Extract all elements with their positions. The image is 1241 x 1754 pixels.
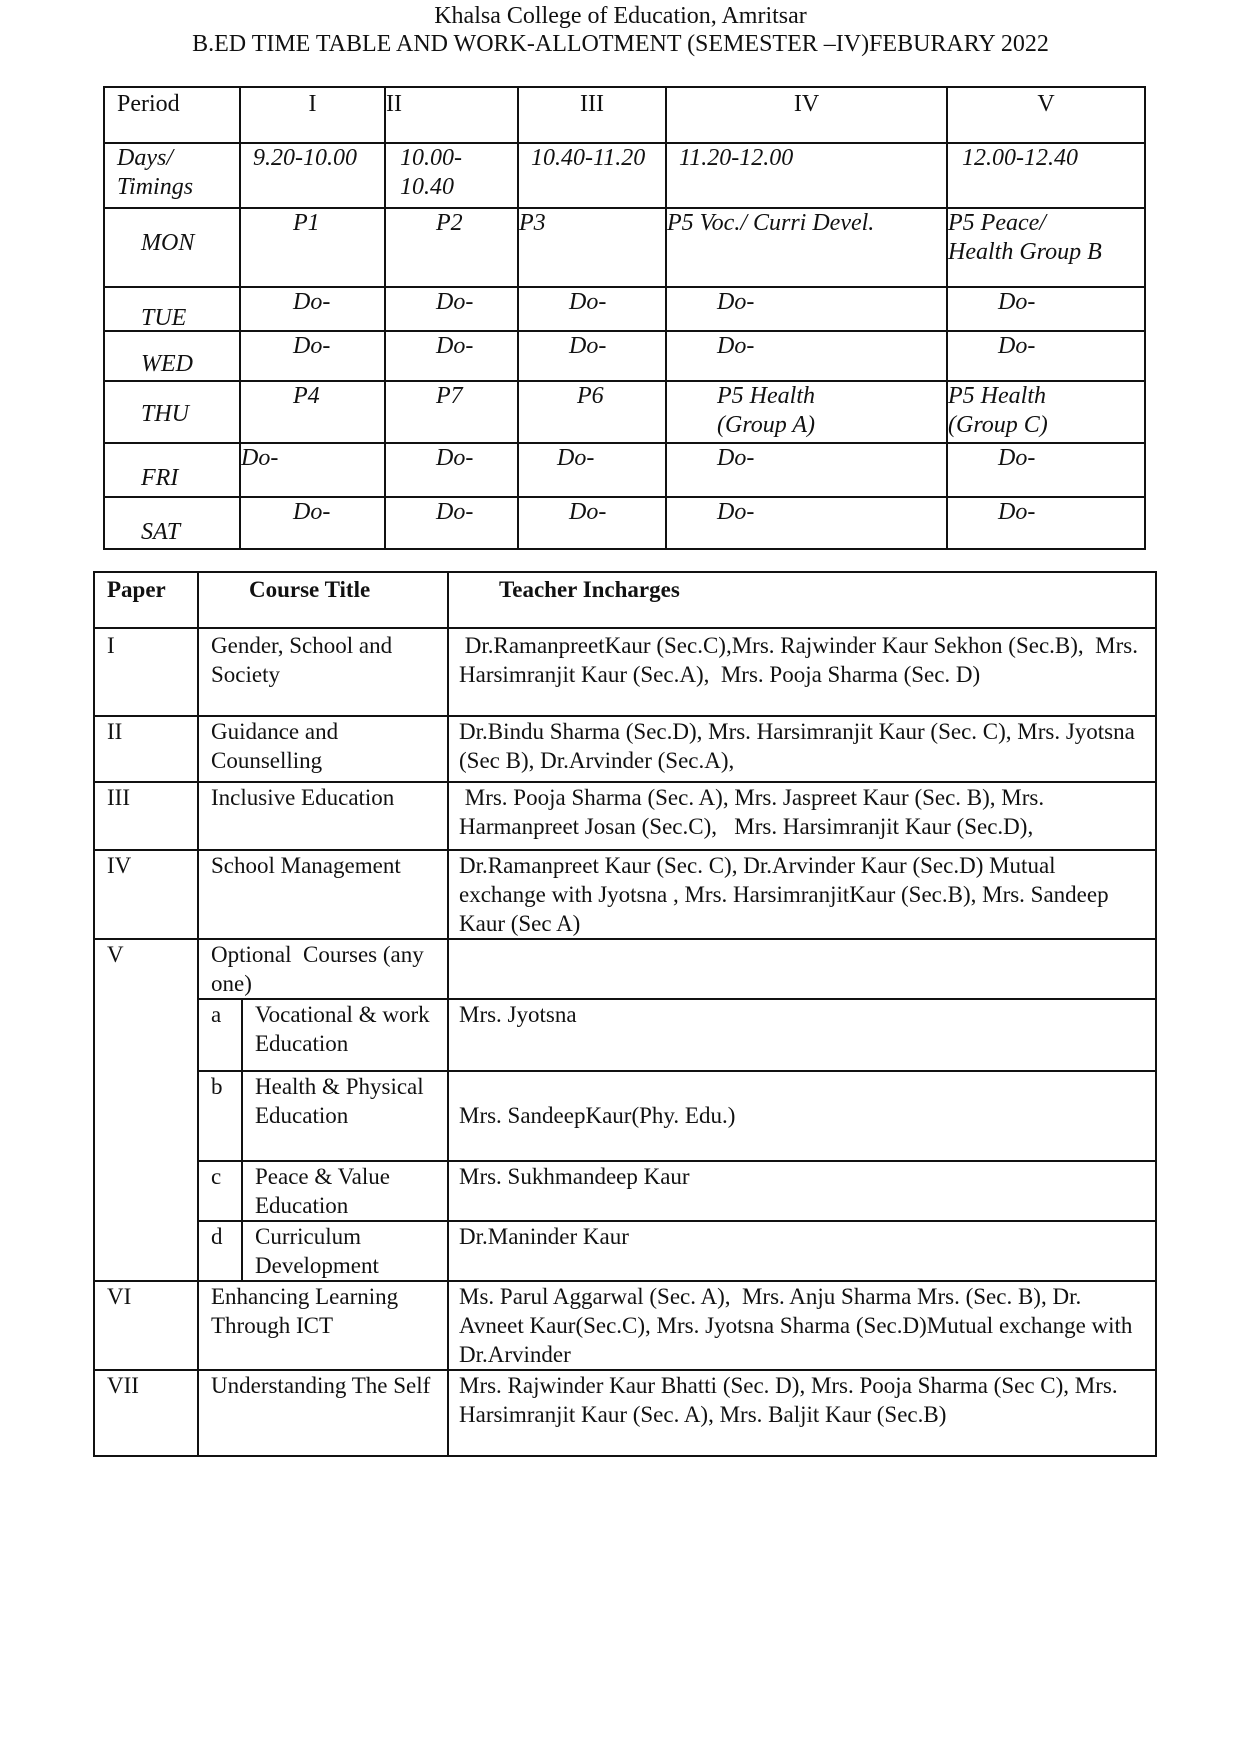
mon-p5-line1: P5 Peace/	[948, 210, 1046, 236]
paper-number: VII	[94, 1370, 198, 1456]
fri-p4: Do-	[666, 443, 947, 497]
period-v: V	[947, 87, 1145, 143]
period-i: I	[240, 87, 385, 143]
teacher-incharges: Dr.RamanpreetKaur (Sec.C),Mrs. Rajwinder Kaur Sekhon (Sec.B), Mrs. Harsimranjit Kaur (Sec.A), Mrs. Pooja Sharma (Sec. D)	[448, 628, 1156, 716]
option-letter: d	[199, 1222, 243, 1280]
timetable	[103, 86, 1146, 550]
row-wed	[104, 331, 1145, 381]
course-title: Guidance and Counselling	[198, 716, 448, 782]
paper-number: V	[94, 939, 198, 1281]
paper-number: IV	[94, 850, 198, 939]
wed-p5: Do-	[947, 331, 1145, 381]
teacher-incharges: Ms. Parul Aggarwal (Sec. A), Mrs. Anju Sharma Mrs. (Sec. B), Dr. Avneet Kaur(Sec.C), Mrs. Jyotsna Sharma (Sec.D)Mutual exchange with Dr.Arvinder	[448, 1281, 1156, 1370]
day-label: SAT	[104, 497, 240, 549]
document-title: B.ED TIME TABLE AND WORK-ALLOTMENT (SEMESTER –IV)FEBURARY 2022	[192, 31, 1049, 57]
row-thu	[104, 381, 1145, 443]
timing-3: 10.40-11.20	[518, 143, 666, 208]
timing-2-line1: 10.00-	[400, 145, 462, 171]
course-title: Inclusive Education	[198, 782, 448, 850]
optional-courses-block	[198, 939, 1156, 1281]
mon-p2: P2	[385, 208, 518, 287]
sat-p3: Do-	[518, 497, 666, 549]
teacher-incharges-header: Teacher Incharges	[448, 572, 1156, 628]
tue-p2: Do-	[385, 287, 518, 331]
optional-heading-row	[199, 940, 1155, 998]
course-title: Understanding The Self	[198, 1370, 448, 1456]
mon-p4: P5 Voc./ Curri Devel.	[666, 208, 947, 287]
tue-p1: Do-	[240, 287, 385, 331]
fri-p1: Do-	[240, 443, 385, 497]
sat-p2: Do-	[385, 497, 518, 549]
mon-p5	[947, 208, 1145, 287]
tue-p5: Do-	[947, 287, 1145, 331]
wed-p3: Do-	[518, 331, 666, 381]
wed-p1: Do-	[240, 331, 385, 381]
timings-label: Timings	[117, 174, 194, 200]
course-title-header: Course Title	[198, 572, 448, 628]
fri-p3: Do-	[518, 443, 666, 497]
thu-p5-line2: (Group C)	[948, 412, 1048, 438]
timing-4: 11.20-12.00	[666, 143, 947, 208]
tue-p3: Do-	[518, 287, 666, 331]
tue-p4: Do-	[666, 287, 947, 331]
timing-5: 12.00-12.40	[947, 143, 1145, 208]
work-allotment-table	[93, 571, 1157, 1457]
fri-p2: Do-	[385, 443, 518, 497]
day-label: FRI	[104, 443, 240, 497]
row-tue	[104, 287, 1145, 331]
paper-number: VI	[94, 1281, 198, 1370]
paper-number: III	[94, 782, 198, 850]
allotment-row	[94, 628, 1156, 716]
teacher-incharges: Dr.Ramanpreet Kaur (Sec. C), Dr.Arvinder Kaur (Sec.D) Mutual exchange with Jyotsna , Mrs. HarsimranjitKaur (Sec.B), Mrs. Sandeep Kaur (Sec A)	[448, 850, 1156, 939]
thu-p2: P7	[385, 381, 518, 443]
timing-1: 9.20-10.00	[240, 143, 385, 208]
allotment-header-row	[94, 572, 1156, 628]
allotment-row	[94, 1281, 1156, 1370]
course-title: Enhancing Learning Through ICT	[198, 1281, 448, 1370]
period-label: Period	[104, 87, 240, 143]
thu-p1: P4	[240, 381, 385, 443]
wed-p4: Do-	[666, 331, 947, 381]
timings-row	[104, 143, 1145, 208]
sat-p4: Do-	[666, 497, 947, 549]
option-teacher: Dr.Maninder Kaur	[459, 1224, 629, 1249]
mon-p5-line2: Health Group B	[948, 239, 1102, 265]
paper-number: I	[94, 628, 198, 716]
teacher-incharges: Mrs. Rajwinder Kaur Bhatti (Sec. D), Mrs. Pooja Sharma (Sec C), Mrs. Harsimranjit Kaur (Sec. A), Mrs. Baljit Kaur (Sec.B)	[448, 1370, 1156, 1456]
mon-p3: P3	[518, 208, 666, 287]
allotment-row-optional	[94, 939, 1156, 1281]
option-letter: c	[199, 1162, 243, 1220]
optional-course-c	[199, 1160, 1155, 1220]
thu-p5	[947, 381, 1145, 443]
allotment-row	[94, 850, 1156, 939]
option-course: Health & Physical Education	[255, 1074, 424, 1128]
sat-p5: Do-	[947, 497, 1145, 549]
period-iv: IV	[666, 87, 947, 143]
college-name: Khalsa College of Education, Amritsar	[434, 3, 807, 29]
thu-p3: P6	[518, 381, 666, 443]
option-course: Peace & Value Education	[255, 1164, 390, 1218]
row-fri	[104, 443, 1145, 497]
teacher-incharges: Dr.Bindu Sharma (Sec.D), Mrs. Harsimranjit Kaur (Sec. C), Mrs. Jyotsna (Sec B), Dr.Arvinder (Sec.A),	[448, 716, 1156, 782]
teacher-incharges: Mrs. Pooja Sharma (Sec. A), Mrs. Jaspreet Kaur (Sec. B), Mrs. Harmanpreet Josan (Sec.C), Mrs. Harsimranjit Kaur (Sec.D),	[448, 782, 1156, 850]
row-sat	[104, 497, 1145, 549]
timing-2-line2: 10.40	[400, 174, 454, 200]
days-label: Days/	[117, 145, 173, 171]
mon-p1: P1	[240, 208, 385, 287]
course-title: Gender, School and Society	[198, 628, 448, 716]
days-timings-label	[104, 143, 240, 208]
period-ii: II	[385, 87, 518, 143]
thu-p5-line1: P5 Health	[948, 383, 1046, 409]
option-letter: a	[199, 1000, 243, 1070]
option-course: Curriculum Development	[255, 1224, 379, 1278]
optional-course-a	[199, 998, 1155, 1070]
course-title: School Management	[198, 850, 448, 939]
thu-p4-line1: P5 Health	[717, 383, 815, 409]
optional-heading: Optional Courses (any one)	[199, 940, 449, 998]
period-iii: III	[518, 87, 666, 143]
allotment-row	[94, 782, 1156, 850]
day-label: MON	[104, 208, 240, 287]
option-teacher: Mrs. Jyotsna	[459, 1002, 577, 1027]
day-label: TUE	[104, 287, 240, 331]
period-row	[104, 87, 1145, 143]
paper-header: Paper	[94, 572, 198, 628]
timing-2	[385, 143, 518, 208]
wed-p2: Do-	[385, 331, 518, 381]
row-mon	[104, 208, 1145, 287]
allotment-row	[94, 716, 1156, 782]
optional-course-b	[199, 1070, 1155, 1160]
fri-p5: Do-	[947, 443, 1145, 497]
sat-p1: Do-	[240, 497, 385, 549]
paper-number: II	[94, 716, 198, 782]
option-letter: b	[199, 1072, 243, 1160]
option-teacher: Mrs. SandeepKaur(Phy. Edu.)	[459, 1103, 736, 1128]
optional-course-d	[199, 1220, 1155, 1280]
thu-p4-line2: (Group A)	[717, 412, 815, 438]
option-course: Vocational & work Education	[255, 1002, 430, 1056]
option-teacher: Mrs. Sukhmandeep Kaur	[459, 1164, 690, 1189]
allotment-row	[94, 1370, 1156, 1456]
thu-p4	[666, 381, 947, 443]
day-label: WED	[104, 331, 240, 381]
optional-teacher	[449, 940, 1155, 998]
day-label: THU	[104, 381, 240, 443]
